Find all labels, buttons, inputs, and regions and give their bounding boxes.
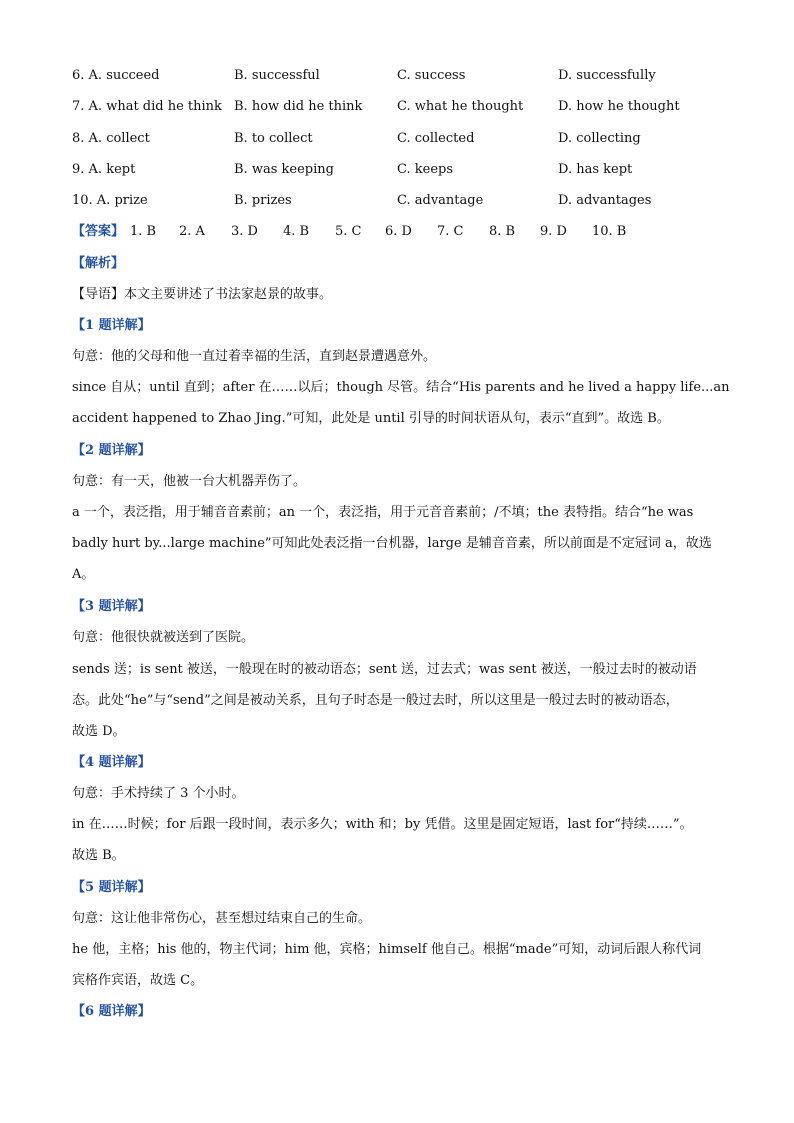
paragraph-line: since 自从；until 直到；after 在……以后；though 尽管。结合“His parents and he lived a happy life...an — [72, 380, 730, 395]
paragraph-line: accident happened to Zhao Jing.”可知，此处是 until 引导的时间状语从句，表示“直到”。故选 B。 — [72, 411, 670, 426]
answer-item: 6. D — [385, 224, 412, 239]
paragraph-line: 【导语】本文主要讲述了书法家赵景的故事。 — [72, 287, 333, 302]
answer-item: 8. B — [489, 224, 516, 239]
answer-item: 7. C — [437, 224, 464, 239]
option-b: B. successful — [234, 68, 320, 83]
paragraph-line: 故选 D。 — [72, 724, 126, 739]
option-a: 6. A. succeed — [72, 68, 160, 83]
question-6-options — [72, 66, 752, 86]
option-c: C. collected — [397, 131, 475, 146]
paragraph-line: 宾格作宾语，故选 C。 — [72, 973, 204, 988]
paragraph-line: 句意：手术持续了 3 个小时。 — [72, 786, 245, 801]
answer-item: 5. C — [335, 224, 362, 239]
question-9-options — [72, 160, 752, 180]
paragraph-line: sends 送；is sent 被送，一般现在时的被动语态；sent 送，过去式；was sent 被送，一般过去时的被动语 — [72, 662, 697, 677]
question-8-options — [72, 129, 752, 149]
answer-tag: 【答案】 — [72, 224, 125, 239]
option-d: D. advantages — [558, 193, 652, 208]
section-heading: 【3 题详解】 — [72, 599, 151, 614]
option-a: 10. A. prize — [72, 193, 148, 208]
question-10-options — [72, 191, 752, 211]
answer-item: 10. B — [592, 224, 627, 239]
option-d: D. how he thought — [558, 99, 680, 114]
option-c: C. success — [397, 68, 466, 83]
option-b: B. prizes — [234, 193, 292, 208]
option-d: D. collecting — [558, 131, 641, 146]
option-d: D. has kept — [558, 162, 633, 177]
paragraph-line: in 在……时候；for 后跟一段时间，表示多久；with 和；by 凭借。这里是固定短语，last for“持续……”。 — [72, 817, 693, 832]
answer-item: 4. B — [283, 224, 310, 239]
paragraph-line: 句意：这让他非常伤心，甚至想过结束自己的生命。 — [72, 911, 372, 926]
section-heading: 【6 题详解】 — [72, 1004, 151, 1019]
paragraph-line: he 他，主格；his 他的，物主代词；him 他，宾格；himself 他自己。根据“made”可知，动词后跟人称代词 — [72, 942, 702, 957]
answer-item: 1. B — [130, 224, 157, 239]
section-heading: 【1 题详解】 — [72, 318, 151, 333]
paragraph-line: 态。此处“he”与“send”之间是被动关系，且句子时态是一般过去时，所以这里是一般过去时的被动语态， — [72, 693, 679, 708]
option-a: 8. A. collect — [72, 131, 150, 146]
section-heading: 【2 题详解】 — [72, 443, 151, 458]
paragraph-line: 故选 B。 — [72, 848, 125, 863]
option-d: D. successfully — [558, 68, 656, 83]
question-7-options — [72, 97, 752, 117]
section-heading: 【4 题详解】 — [72, 755, 151, 770]
section-heading: 【5 题详解】 — [72, 880, 151, 895]
paragraph-line: 句意：他很快就被送到了医院。 — [72, 630, 255, 645]
option-c: C. advantage — [397, 193, 484, 208]
option-b: B. how did he think — [234, 99, 363, 114]
answer-item: 2. A — [179, 224, 205, 239]
paragraph-line: a 一个，表泛指，用于辅音音素前；an 一个，表泛指，用于元音音素前；/不填；the 表特指。结合“he was — [72, 505, 694, 520]
paragraph-line: badly hurt by...large machine”可知此处表泛指一台机器，large 是辅音音素，所以前面是不定冠词 a，故选 — [72, 536, 712, 551]
option-b: B. was keeping — [234, 162, 334, 177]
option-c: C. keeps — [397, 162, 454, 177]
option-a: 7. A. what did he think — [72, 99, 222, 114]
answer-key — [72, 222, 627, 242]
paragraph-line: 句意：他的父母和他一直过着幸福的生活，直到赵景遭遇意外。 — [72, 349, 437, 364]
option-a: 9. A. kept — [72, 162, 136, 177]
answer-item: 9. D — [540, 224, 567, 239]
option-b: B. to collect — [234, 131, 313, 146]
paragraph-line: 句意：有一天，他被一台大机器弄伤了。 — [72, 474, 307, 489]
option-c: C. what he thought — [397, 99, 524, 114]
paragraph-line: A。 — [72, 567, 95, 582]
answer-item: 3. D — [231, 224, 258, 239]
analysis-heading: 【解析】 — [72, 256, 125, 271]
